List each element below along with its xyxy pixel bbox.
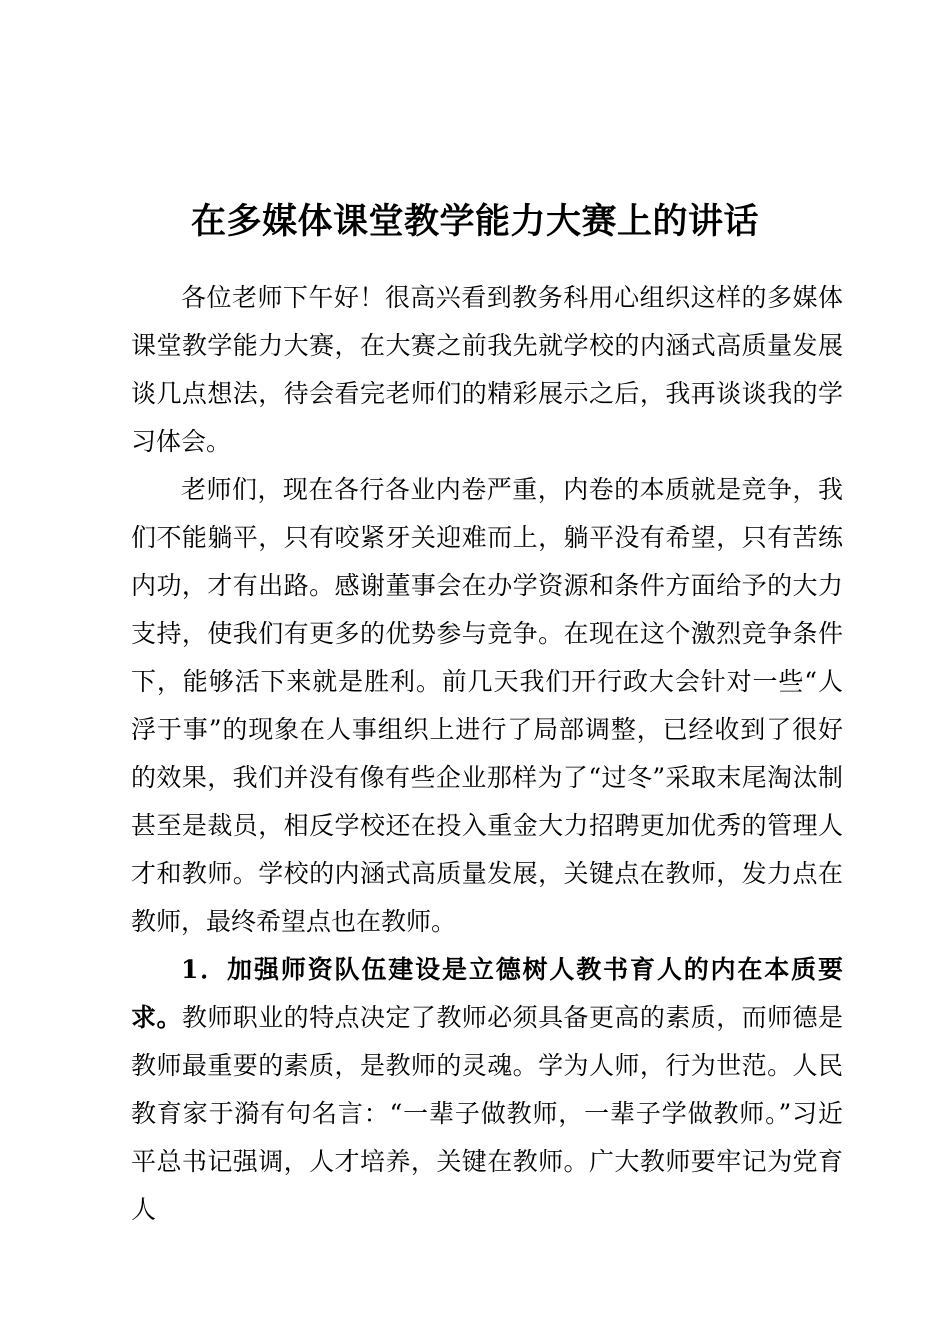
- document-body: [131, 274, 843, 1234]
- section-1-paragraph: [131, 946, 843, 1234]
- section-1-text: 教师职业的特点决定了教师必须具备更高的素质，而师德是教师最重要的素质，是教师的灵魂。学为人师，行为世范。人民教育家于漪有句名言：“一辈子做教师，一辈子学做教师。”习近平总书记强调，人才培养，关键在教师。广大教师要牢记为党育人: [131, 1003, 843, 1224]
- document-title: 在多媒体课堂教学能力大赛上的讲话: [190, 202, 759, 242]
- paragraph-competition: 老师们，现在各行各业内卷严重，内卷的本质就是竞争，我们不能躺平，只有咬紧牙关迎难而上，躺平没有希望，只有苦练内功，才有出路。感谢董事会在办学资源和条件方面给予的大力支持，使我们有更多的优势参与竞争。在现在这个激烈竞争条件下，能够活下来就是胜利。前几天我们开行政大会针对一些“人浮于事”的现象在人事组织上进行了局部调整，已经收到了很好的效果，我们并没有像有些企业那样为了“过冬”采取末尾淘汰制甚至是裁员，相反学校还在投入重金大力招聘更加优秀的管理人才和教师。学校的内涵式高质量发展，关键点在教师，发力点在教师，最终希望点也在教师。: [131, 475, 843, 936]
- section-1-heading: 1．加强师资队伍建设是立德树人教书育人的内在本质要求。: [131, 955, 843, 1032]
- paragraph-greeting: 各位老师下午好！很高兴看到教务科用心组织这样的多媒体课堂教学能力大赛，在大赛之前我先就学校的内涵式高质量发展谈几点想法，待会看完老师们的精彩展示之后，我再谈谈我的学习体会。: [131, 283, 843, 456]
